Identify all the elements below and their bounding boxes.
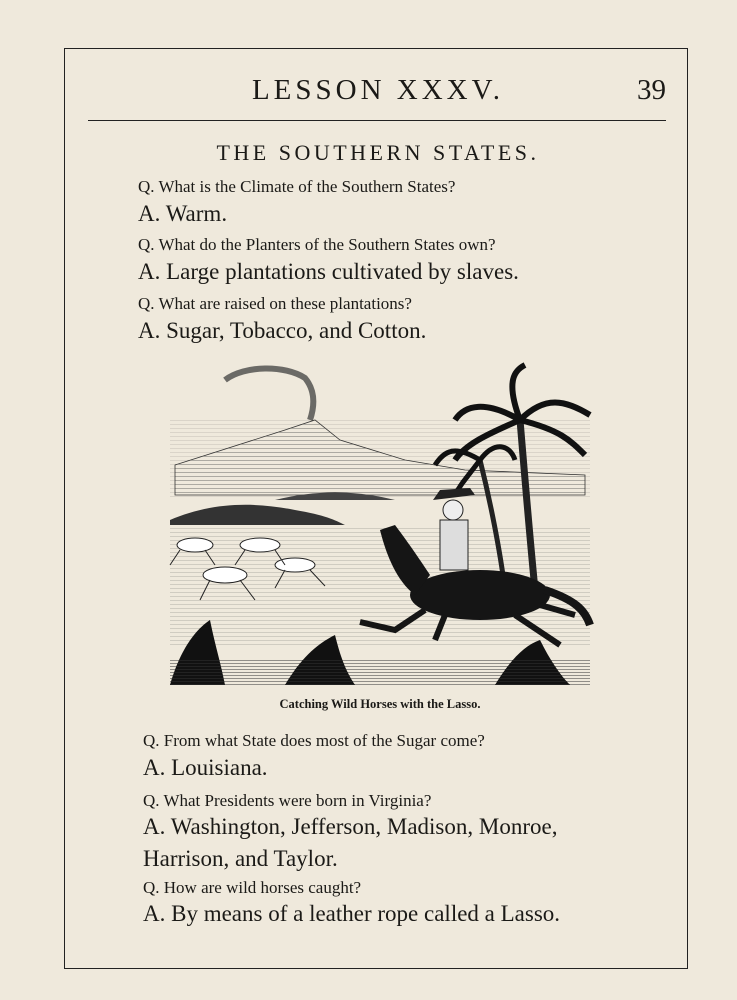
distant-trees (170, 505, 345, 525)
question-2: Q. What do the Planters of the Southern States own? (138, 235, 496, 254)
page-header (90, 72, 666, 118)
question-6: Q. How are wild horses caught? (143, 878, 362, 897)
section-title: THE SOUTHERN STATES. (216, 140, 540, 165)
volcano-smoke (225, 368, 313, 420)
illustration-caption: Catching Wild Horses with the Lasso. (279, 697, 481, 711)
answer-4: A. Louisiana. (143, 755, 268, 780)
question-5: Q. What Presidents were born in Virginia? (143, 791, 432, 810)
answer-5: A. Washington, Jefferson, Madison, Monroe, Harrison, and Taylor. (143, 814, 558, 871)
answer-3: A. Sugar, Tobacco, and Cotton. (138, 318, 427, 343)
answer-1: A. Warm. (138, 201, 228, 226)
question-4: Q. From what State does most of the Sugar come? (143, 731, 485, 750)
answer-2: A. Large plantations cultivated by slaves. (138, 259, 519, 284)
answer-6: A. By means of a leather rope called a Lasso. (143, 901, 561, 926)
question-1: Q. What is the Climate of the Southern States? (138, 177, 456, 196)
engraving-illustration (165, 360, 595, 690)
page-number: 39 (637, 74, 666, 106)
lesson-title: LESSON XXXV. (251, 74, 505, 106)
question-3: Q. What are raised on these plantations? (138, 294, 412, 313)
header-rule (88, 120, 666, 121)
